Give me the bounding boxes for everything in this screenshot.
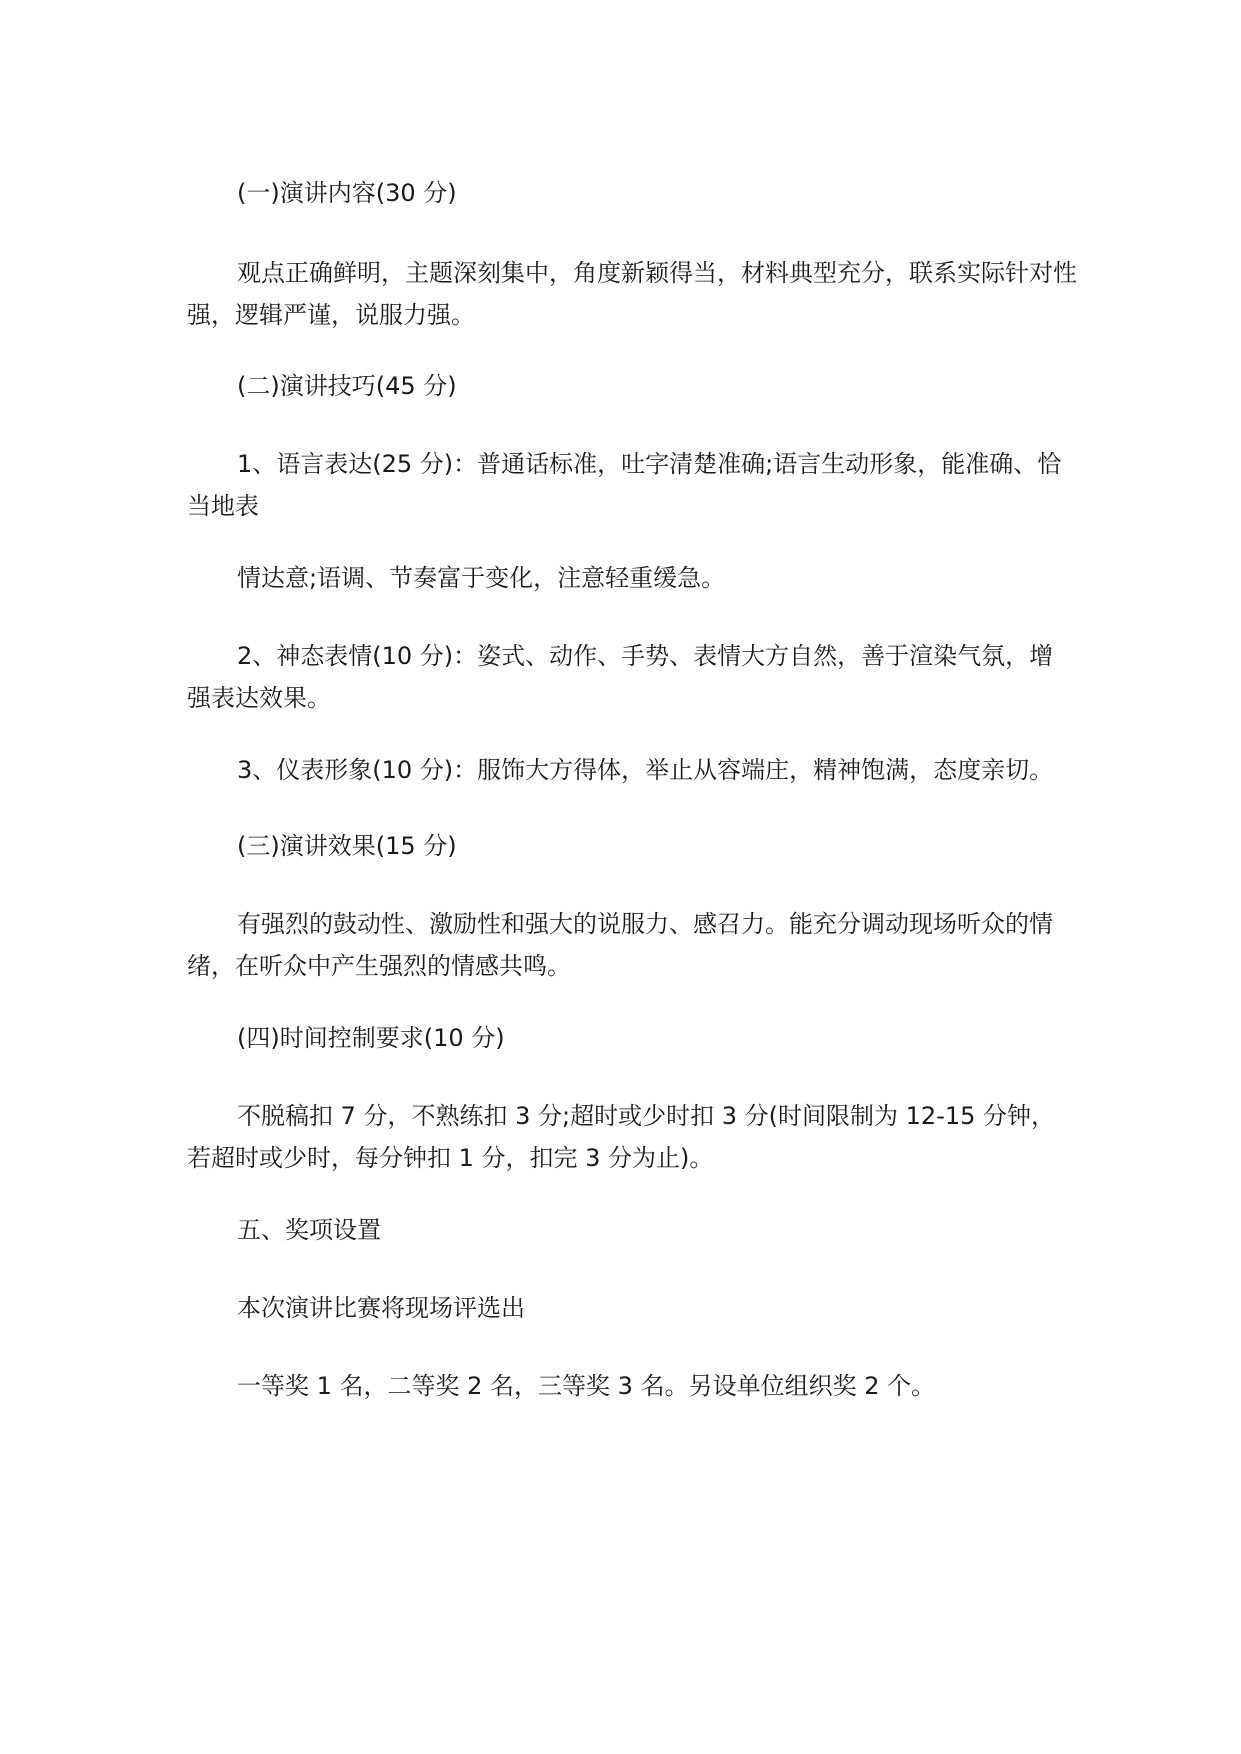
paragraph-text: 3、仪表形象(10 分)：服饰大方得体，举止从容端庄，精神饱满，态度亲切。: [237, 756, 1054, 784]
paragraph-language-expression-cont: [187, 557, 1077, 599]
paragraph-text: 观点正确鲜明，主题深刻集中，角度新颖得当，材料典型充分，联系实际针对性强，逻辑严谨，说服力强。: [187, 259, 1077, 329]
section-heading-skills: [187, 365, 1077, 407]
paragraph-language-expression: [187, 443, 1077, 527]
paragraph-text: (四)时间控制要求(10 分): [237, 1024, 505, 1052]
paragraph-text: 五、奖项设置: [237, 1216, 381, 1244]
paragraph-text: 1、语言表达(25 分)：普通话标准，吐字清楚准确;语言生动形象，能准确、恰当地表: [187, 450, 1062, 520]
section-heading-effect: [187, 825, 1077, 867]
paragraph-text: (三)演讲效果(15 分): [237, 832, 457, 860]
paragraph-effect-criteria: [187, 903, 1077, 987]
paragraph-text: 2、神态表情(10 分)：姿式、动作、手势、表情大方自然，善于渲染气氛，增强表达效果。: [187, 642, 1054, 712]
section-heading-content: [187, 172, 1077, 214]
section-heading-time-control: [187, 1017, 1077, 1059]
paragraph-awards-list: [187, 1365, 1077, 1407]
paragraph-text: (二)演讲技巧(45 分): [237, 372, 457, 400]
paragraph-content-criteria: [187, 252, 1077, 336]
paragraph-text: (一)演讲内容(30 分): [237, 179, 457, 207]
paragraph-awards-intro: [187, 1287, 1077, 1329]
paragraph-text: 不脱稿扣 7 分，不熟练扣 3 分;超时或少时扣 3 分(时间限制为 12-15 分钟，若超时或少时，每分钟扣 1 分，扣完 3 分为止)。: [187, 1102, 1056, 1172]
paragraph-text: 有强烈的鼓动性、激励性和强大的说服力、感召力。能充分调动现场听众的情绪，在听众中产生强烈的情感共鸣。: [187, 910, 1053, 980]
paragraph-text: 本次演讲比赛将现场评选出: [237, 1294, 525, 1322]
paragraph-time-penalties: [187, 1095, 1077, 1179]
paragraph-appearance: [187, 749, 1077, 791]
paragraph-demeanor: [187, 635, 1077, 719]
paragraph-text: 情达意;语调、节奏富于变化，注意轻重缓急。: [237, 564, 726, 592]
paragraph-text: 一等奖 1 名，二等奖 2 名，三等奖 3 名。另设单位组织奖 2 个。: [237, 1372, 936, 1400]
section-heading-awards: [187, 1209, 1077, 1251]
